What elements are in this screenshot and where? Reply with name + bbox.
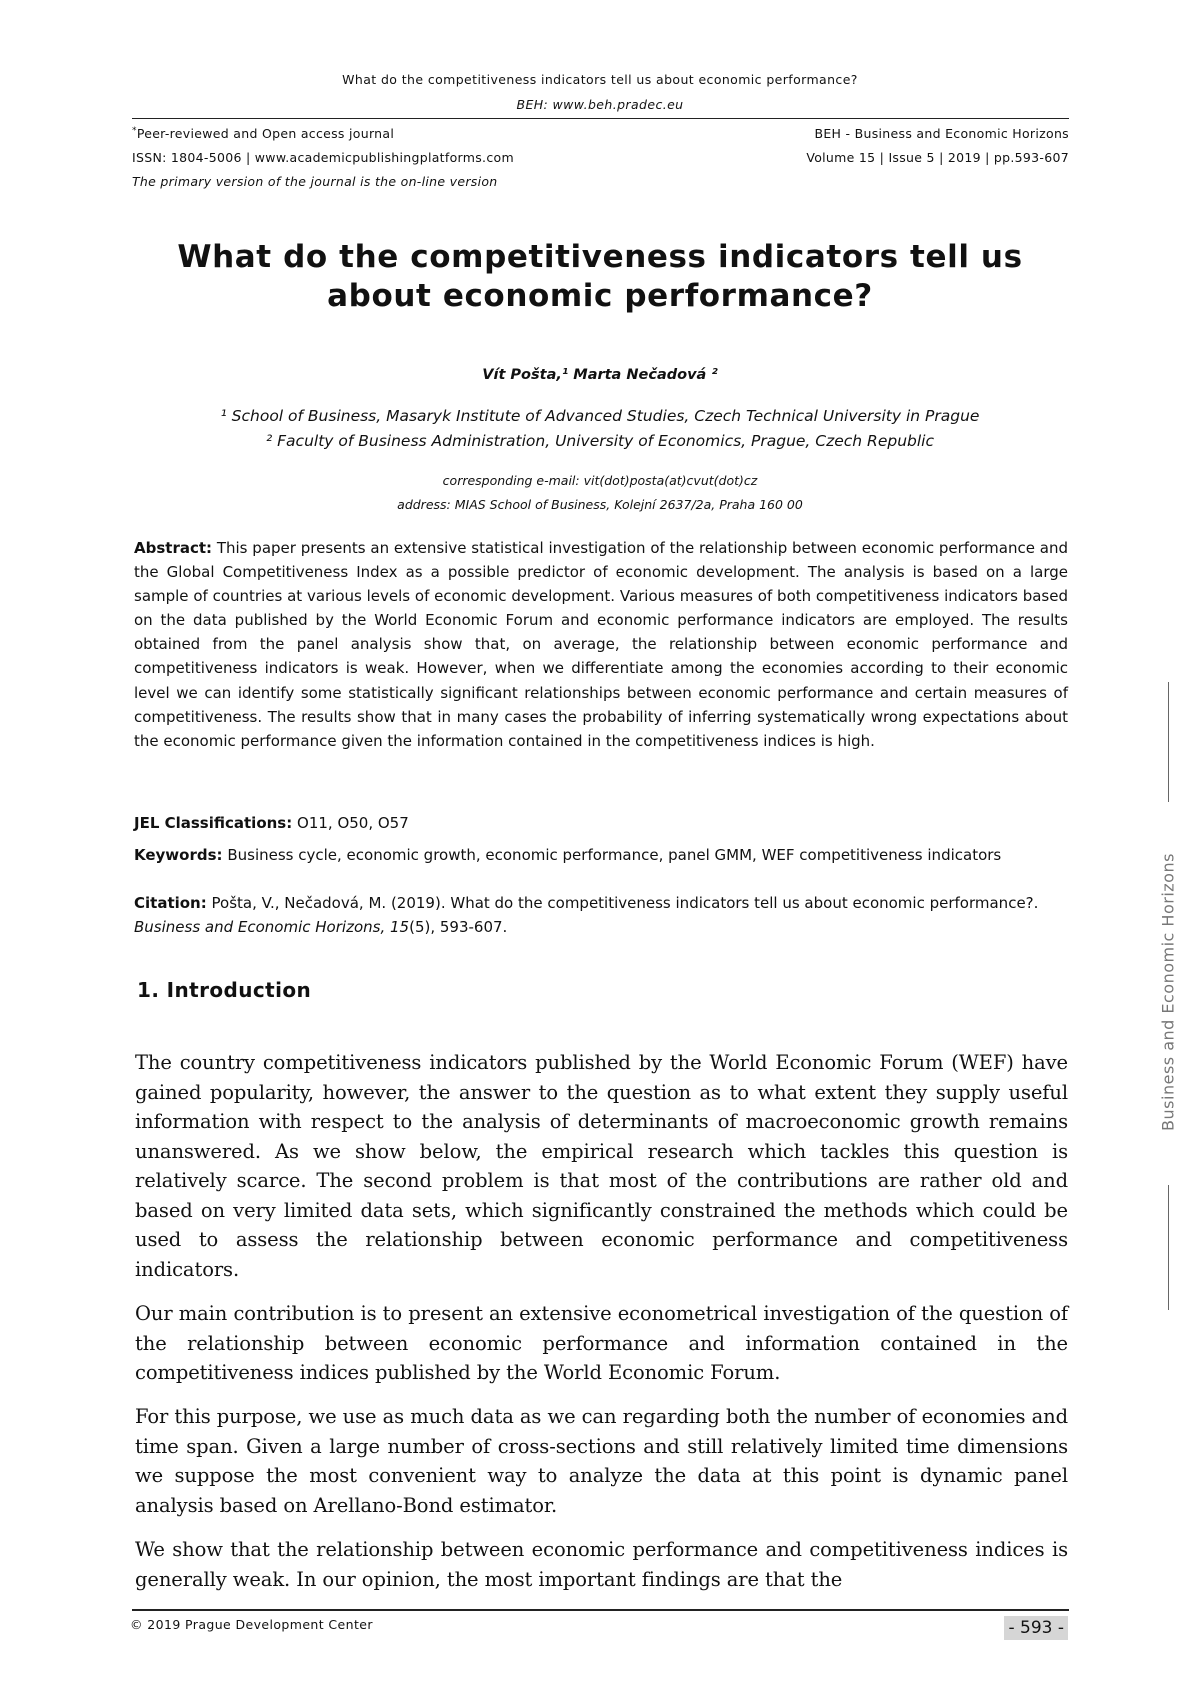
title-line-1: What do the competitiveness indicators tell us — [177, 239, 1023, 275]
address: address: MIAS School of Business, Kolejní 2637/2a, Praha 160 00 — [397, 497, 803, 512]
issn-line: ISSN: 1804-5006 | www.academicpublishingplatforms.com — [132, 150, 514, 165]
volume-line: Volume 15 | Issue 5 | 2019 | pp.593-607 — [806, 150, 1069, 165]
abstract-label: Abstract: — [134, 539, 213, 557]
abstract-text: This paper presents an extensive statistical investigation of the relationship between economic performance and the Global Competitiveness Index as a possible predictor of economic development. The analysis is based on a large sample of countries at various levels of economic development. Various measures of both competitiveness indicators based on the data published by the World Economic Forum and economic performance indicators are employed. The results obtained from the panel analysis show that, on average, the relationship between economic performance and competitiveness indicators is weak. However, when we differentiate among the economies according to their economic level we can identify some statistically significant relationships between economic performance and certain measures of competitiveness. The results show that in many cases the probability of inferring systematically wrong expectations about the economic performance given the information contained in the competitiveness indices is high. — [134, 539, 1068, 750]
keywords: Keywords: Business cycle, economic growth, economic performance, panel GMM, WEF competitiveness indicators — [134, 846, 1002, 864]
side-line-top — [1168, 682, 1169, 802]
section-heading: 1. Introduction — [137, 978, 312, 1002]
page-number: - 593 - — [1004, 1616, 1068, 1640]
copyright: © 2019 Prague Development Center — [130, 1617, 373, 1632]
paragraph-1: The country competitiveness indicators published by the World Economic Forum (WEF) have gained popularity, however, the answer to the question as to what extent they supply useful information with respect to the analysis of determinants of macroeconomic growth remains unanswered. As we show below, the empirical research which tackles this question is relatively scarce. The second problem is that most of the contributions are rather old and based on very limited data sets, which significantly constrained the methods which could be used to assess the relationship between economic performance and competitiveness indicators. — [135, 1051, 1068, 1281]
side-journal-label: Business and Economic Horizons — [1158, 853, 1178, 1131]
abstract — [134, 536, 1068, 753]
citation: Citation: Pošta, V., Nečadová, M. (2019). What do the competitiveness indicators tell us about economic performance?. Business and Economic Horizons, 15(5), 593-607. — [134, 894, 1039, 936]
side-line-bottom — [1168, 1185, 1169, 1310]
authors: Vít Pošta,¹ Marta Nečadová ² — [482, 367, 718, 383]
corresponding-email: corresponding e-mail: vit(dot)posta(at)cvut(dot)cz — [442, 473, 758, 488]
footer-rule — [132, 1609, 1069, 1611]
paragraph-3: For this purpose, we use as much data as we can regarding both the number of economies and time span. Given a large number of cross-sections and still relatively limited time dimensions we suppose the most convenient way to analyze the data at this point is dynamic panel analysis based on Arellano-Bond estimator. — [135, 1405, 1068, 1517]
peer-reviewed-note: *Peer-reviewed and Open access journal — [132, 126, 395, 142]
running-url: BEH: www.beh.pradec.eu — [516, 97, 684, 112]
running-title: What do the competitiveness indicators tell us about economic performance? — [342, 72, 858, 87]
jel-classifications: JEL Classifications: O11, O50, O57 — [134, 814, 409, 832]
header-rule — [132, 118, 1069, 119]
affiliation-1: ¹ School of Business, Masaryk Institute of Advanced Studies, Czech Technical University in Prague — [220, 407, 980, 425]
primary-version-note: The primary version of the journal is the on-line version — [132, 174, 498, 189]
journal-name: BEH - Business and Economic Horizons — [814, 126, 1069, 141]
paragraph-4: We show that the relationship between economic performance and competitiveness indices is generally weak. In our opinion, the most important findings are that the — [135, 1538, 1068, 1591]
paragraph-2: Our main contribution is to present an extensive econometrical investigation of the question of the relationship between economic performance and information contained in the competitiveness indices published by the World Economic Forum. — [135, 1302, 1068, 1384]
paper-title — [100, 238, 1100, 316]
title-line-2: about economic performance? — [327, 278, 873, 314]
affiliation-2: ² Faculty of Business Administration, University of Economics, Prague, Czech Republic — [266, 432, 934, 450]
